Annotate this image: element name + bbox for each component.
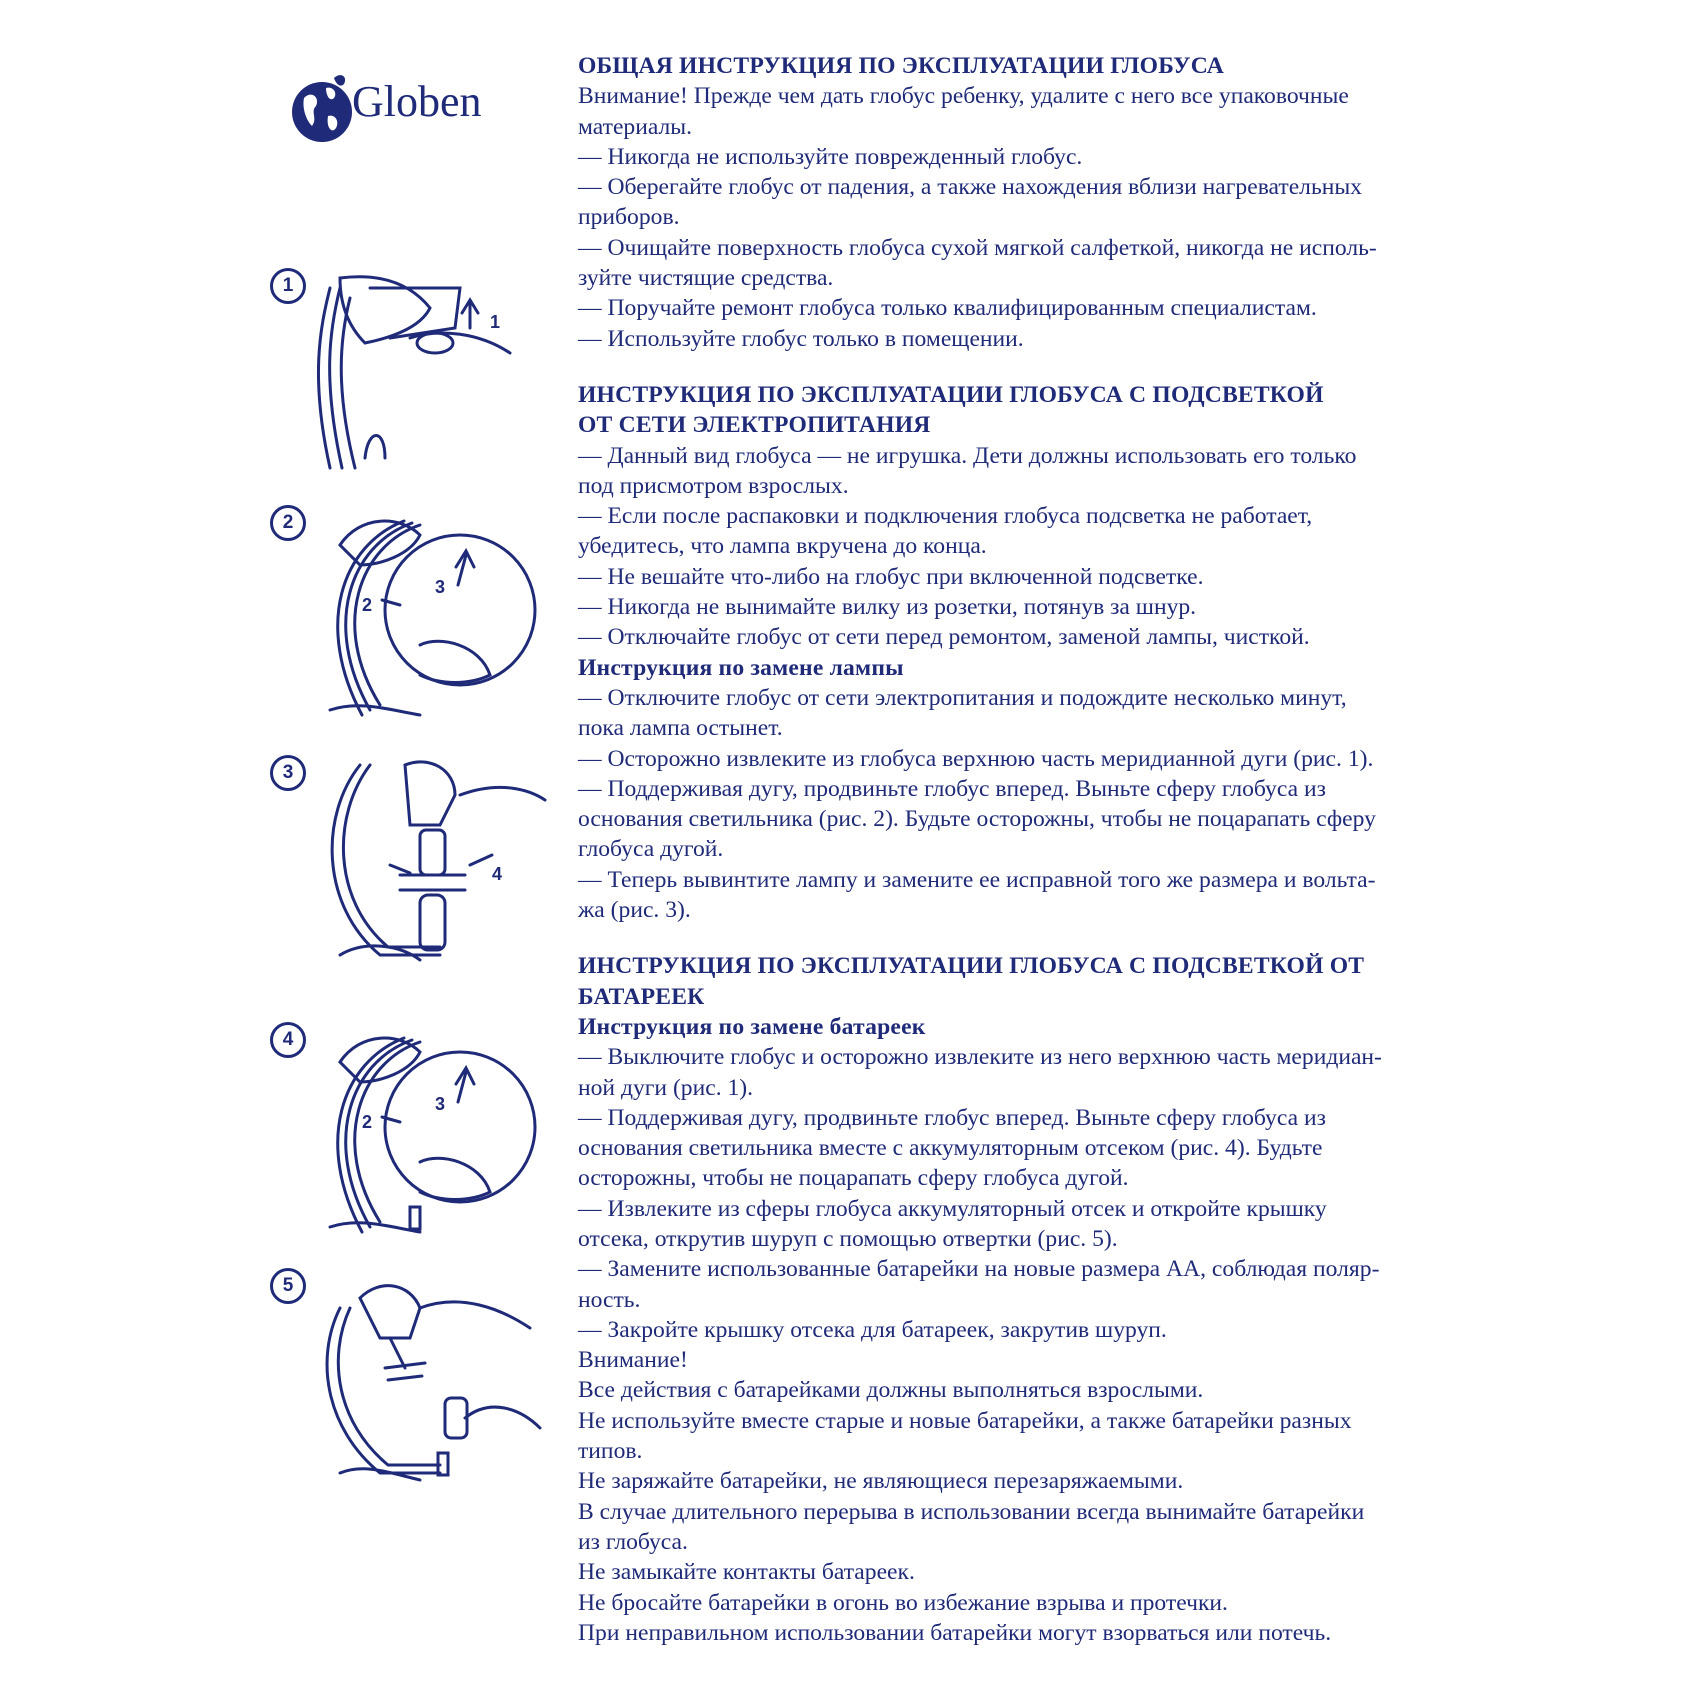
- figure-number: 2: [270, 505, 306, 541]
- text-line: убедитесь, что лампа вкручена до конца.: [578, 533, 987, 560]
- figure-3: [270, 755, 550, 975]
- figure-1: [270, 268, 550, 478]
- text-line: — Никогда не вынимайте вилку из розетки, потянув за шнур.: [578, 594, 1197, 621]
- text-line: осторожны, чтобы не поцарапать сферу глобуса дугой.: [578, 1165, 1129, 1192]
- step-label: 2: [362, 1112, 373, 1132]
- figure-number: 1: [270, 268, 306, 304]
- section-mains-powered: [578, 380, 1448, 925]
- text-line: Не замыкайте контакты батареек.: [578, 1559, 915, 1586]
- text-line: основания светильника (рис. 2). Будьте осторожны, чтобы не поцарапать сферу: [578, 806, 1376, 833]
- text-line: При неправильном использовании батарейки могут взорваться или потечь.: [578, 1619, 1332, 1646]
- section-title: ИНСТРУКЦИЯ ПО ЭКСПЛУАТАЦИИ ГЛОБУСА С ПОДСВЕТКОЙ ОТ: [578, 953, 1365, 980]
- section-title: ОТ СЕТИ ЭЛЕКТРОПИТАНИЯ: [578, 412, 931, 439]
- section-title: ОБЩАЯ ИНСТРУКЦИЯ ПО ЭКСПЛУАТАЦИИ ГЛОБУСА: [578, 53, 1224, 79]
- brand-name: Globen: [352, 77, 482, 126]
- remove-arc-illustration: [270, 268, 550, 478]
- text-line: под присмотром взрослых.: [578, 472, 849, 499]
- text-line: из глобуса.: [578, 1528, 688, 1555]
- text-line: — Поручайте ремонт глобуса только квалифицированным специалистам.: [578, 295, 1317, 322]
- text-line: Внимание! Прежде чем дать глобус ребенку, удалите с него все упаковочные: [578, 83, 1349, 110]
- text-line: — Замените использованные батарейки на новые размера АА, соблюдая поляр-: [578, 1256, 1380, 1283]
- step-label: 3: [435, 577, 446, 597]
- text-line: — Очищайте поверхность глобуса сухой мягкой салфеткой, никогда не исполь-: [578, 234, 1377, 261]
- text-line: отсека, открутив шуруп с помощью отвертки (рис. 5).: [578, 1225, 1118, 1252]
- text-line: — Никогда не используйте поврежденный глобус.: [578, 143, 1083, 170]
- text-line: — Не вешайте что-либо на глобус при включенной подсветке.: [578, 563, 1204, 590]
- section-battery-powered: [578, 951, 1448, 1648]
- text-line: — Если после распаковки и подключения глобуса подсветка не работает,: [578, 503, 1313, 530]
- text-line: — Выключите глобус и осторожно извлеките из него верхнюю часть меридиан-: [578, 1044, 1382, 1071]
- text-line: материалы.: [578, 113, 693, 140]
- text-line: — Поддерживая дугу, продвиньте глобус вперед. Выньте сферу глобуса из: [578, 1104, 1326, 1131]
- step-label: 2: [362, 595, 373, 615]
- text-line: основания светильника вместе с аккумуляторным отсеком (рис. 4). Будьте: [578, 1135, 1323, 1162]
- text-line: — Теперь вывинтите лампу и замените ее исправной того же размера и вольта-: [578, 866, 1376, 893]
- text-line: — Оберегайте глобус от падения, а также нахождения вблизи нагревательных: [578, 174, 1362, 201]
- text-line: — Отключите глобус от сети электропитания и подождите несколько минут,: [578, 684, 1347, 711]
- replace-lamp-illustration: [270, 755, 550, 975]
- step-label: 1: [490, 312, 501, 332]
- text-line: жа (рис. 3).: [578, 897, 691, 924]
- text-line: пока лампа остынет.: [578, 715, 783, 742]
- section-title: БАТАРЕЕК: [578, 983, 705, 1010]
- remove-battery-sphere-illustration: [270, 1022, 550, 1242]
- section-subtitle: Инструкция по замене батареек: [578, 1013, 926, 1040]
- text-line: — Отключайте глобус от сети перед ремонтом, заменой лампы, чисткой.: [578, 624, 1310, 651]
- figure-5: [270, 1268, 550, 1488]
- text-line: — Осторожно извлеките из глобуса верхнюю часть меридианной дуги (рис. 1).: [578, 745, 1374, 772]
- text-line: — Поддерживая дугу, продвиньте глобус вперед. Выньте сферу глобуса из: [578, 775, 1326, 802]
- globe-icon: [290, 68, 352, 158]
- section-title: ИНСТРУКЦИЯ ПО ЭКСПЛУАТАЦИИ ГЛОБУСА С ПОДСВЕТКОЙ: [578, 381, 1324, 408]
- figure-number: 4: [270, 1022, 306, 1058]
- text-line: Не бросайте батарейки в огонь во избежание взрыва и протечки.: [578, 1589, 1228, 1616]
- text-line: — Данный вид глобуса — не игрушка. Дети должны использовать его только: [578, 442, 1357, 469]
- text-line: глобуса дугой.: [578, 836, 724, 863]
- brand-logo: [290, 68, 550, 158]
- figure-2: [270, 505, 550, 725]
- text-line: Не используйте вместе старые и новые батарейки, а также батарейки разных: [578, 1407, 1352, 1434]
- section-general: [578, 51, 1448, 354]
- text-line: — Закройте крышку отсека для батареек, закрутив шуруп.: [578, 1316, 1167, 1343]
- remove-sphere-illustration: [270, 505, 550, 725]
- step-label: 3: [435, 1094, 446, 1114]
- step-label: 4: [492, 864, 503, 884]
- text-line: Внимание!: [578, 1347, 688, 1374]
- instructions-column: [578, 51, 1448, 1648]
- text-line: ность.: [578, 1286, 641, 1313]
- text-line: Не заряжайте батарейки, не являющиеся перезаряжаемыми.: [578, 1468, 1184, 1495]
- text-line: приборов.: [578, 204, 680, 231]
- text-line: — Извлеките из сферы глобуса аккумуляторный отсек и откройте крышку: [578, 1195, 1327, 1222]
- text-line: — Используйте глобус только в помещении.: [578, 325, 1024, 352]
- text-line: типов.: [578, 1438, 643, 1465]
- figure-4: [270, 1022, 550, 1242]
- section-subtitle: Инструкция по замене лампы: [578, 654, 904, 681]
- figure-number: 5: [270, 1268, 306, 1304]
- text-line: ной дуги (рис. 1).: [578, 1074, 754, 1101]
- figure-number: 3: [270, 755, 306, 791]
- text-line: Все действия с батарейками должны выполняться взрослыми.: [578, 1377, 1204, 1404]
- text-line: В случае длительного перерыва в использовании всегда вынимайте батарейки: [578, 1498, 1365, 1525]
- text-line: зуйте чистящие средства.: [578, 265, 834, 292]
- open-battery-compartment-illustration: [270, 1268, 550, 1488]
